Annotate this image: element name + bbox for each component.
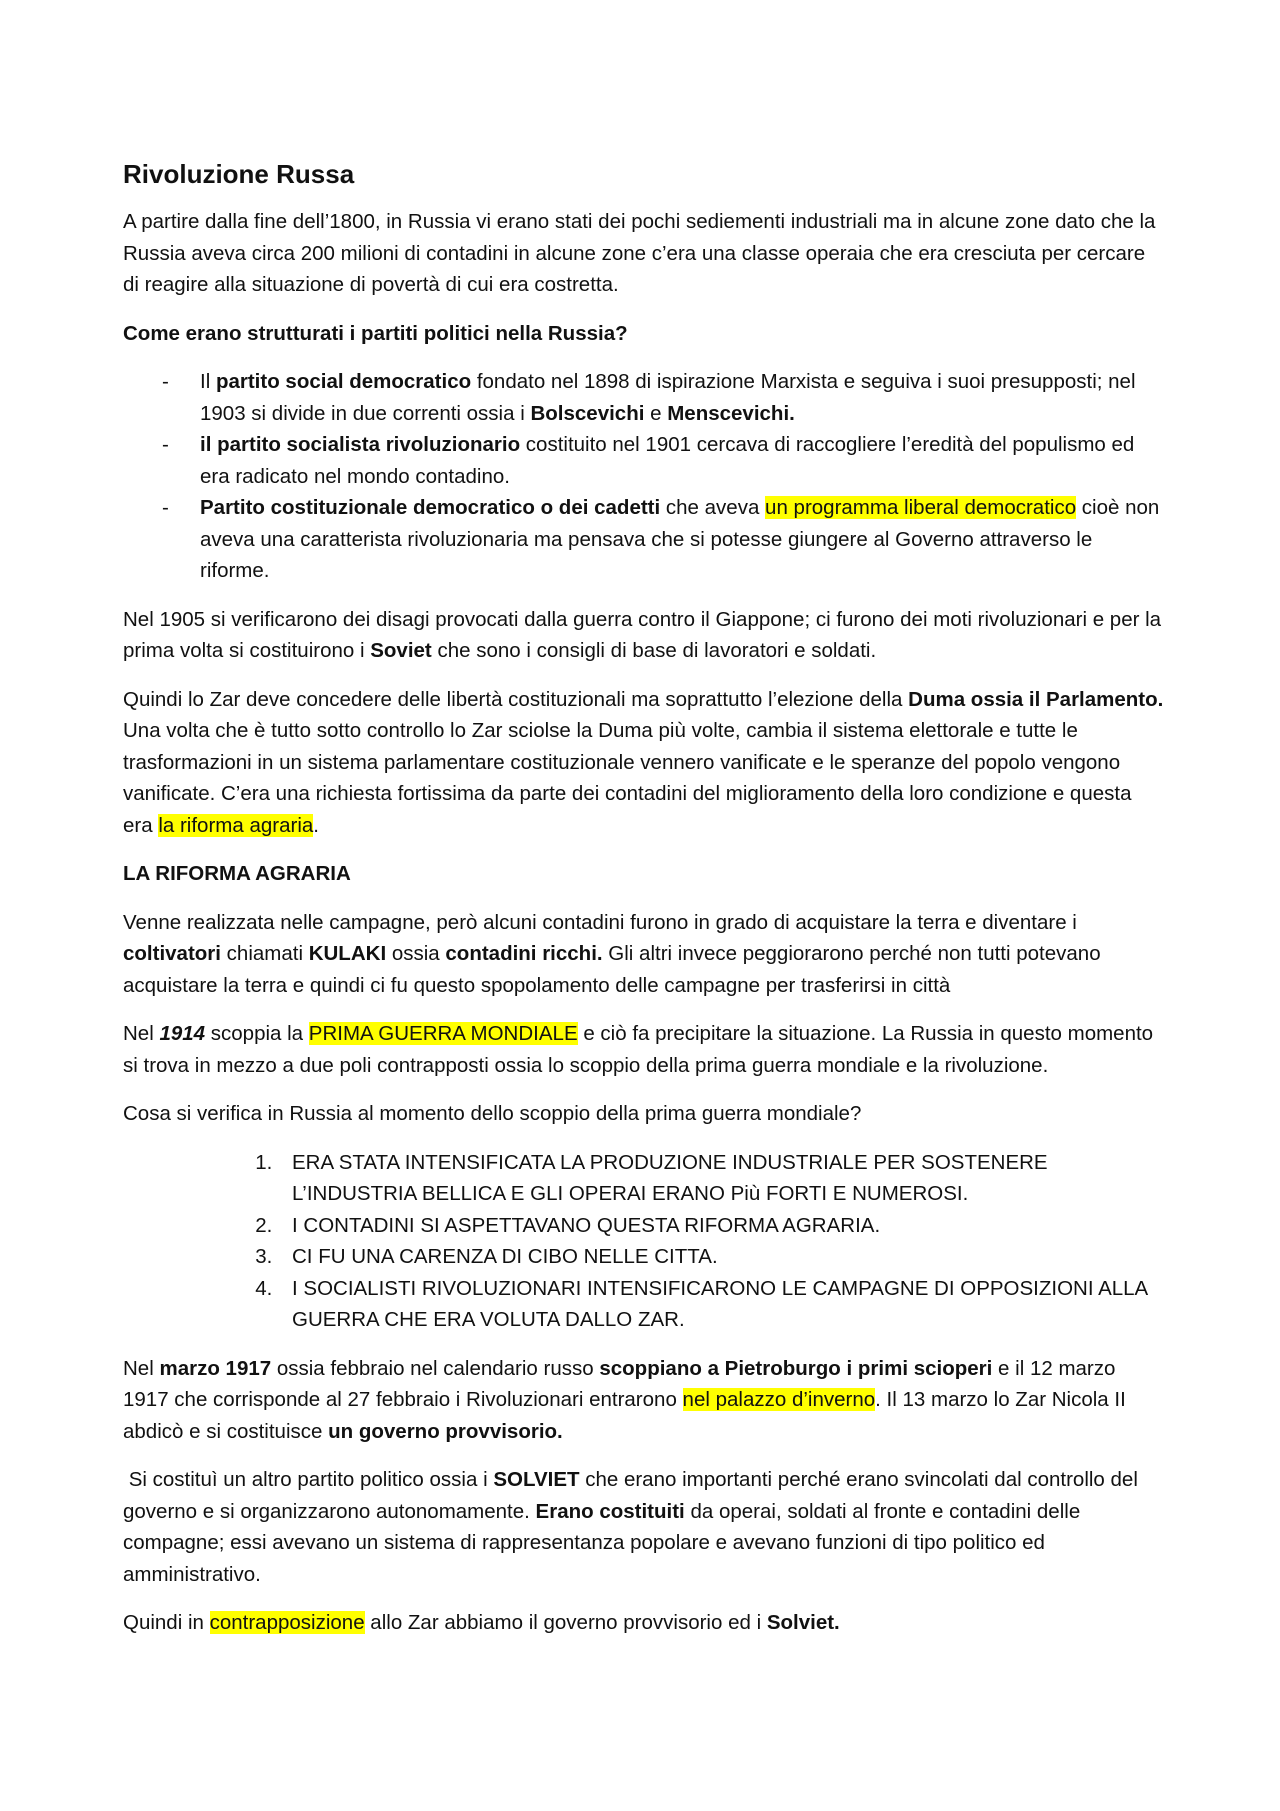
partiti-list — [123, 366, 1165, 587]
paragraph-1914: Nel 1914 scoppia la PRIMA GUERRA MONDIALE e ciò fa precipitare la situazione. La Russia in questo momento si trova in mezzo a due poli contrapposti ossia lo scoppio della prima guerra mondiale e la rivoluzione. — [123, 1022, 1154, 1077]
intro-paragraph: A partire dalla fine dell’1800, in Russia vi erano stati dei pochi sediementi industriali ma in alcune zone dato che la Russia aveva circa 200 milioni di contadini in alcune zone c’era una classe operaia che era cresciuta per cercare di reagire alla situazione di povertà di cui era costretta. — [123, 210, 1156, 296]
numbered-list — [123, 1147, 1165, 1336]
paragraph-finale: Quindi in contrapposizione allo Zar abbiamo il governo provvisorio ed i Solviet. — [123, 1611, 840, 1634]
list-item: 2. I CONTADINI SI ASPETTAVANO QUESTA RIFORMA AGRARIA. — [278, 1210, 1165, 1242]
riforma-heading: LA RIFORMA AGRARIA — [123, 862, 351, 885]
list-item: 1. ERA STATA INTENSIFICATA LA PRODUZIONE INDUSTRIALE PER SOSTENERE L’INDUSTRIA BELLICA E GLI OPERAI ERANO Più FORTI E NUMEROSI. — [278, 1147, 1165, 1210]
list-item: - Partito costituzionale democratico o dei cadetti che aveva un programma liberal democratico cioè non aveva una caratterista rivoluzionaria ma pensava che si potesse giungere al Governo attraverso le riforme. — [200, 492, 1165, 587]
paragraph-1917: Nel marzo 1917 ossia febbraio nel calendario russo scoppiano a Pietroburgo i primi scioperi e il 12 marzo 1917 che corrisponde al 27 febbraio i Rivoluzionari entrarono nel palazzo d’inverno. Il 13 marzo lo Zar Nicola II abdicò e si costituisce un governo provvisorio. — [123, 1356, 1126, 1443]
list-item: - il partito socialista rivoluzionario costituito nel 1901 cercava di raccogliere l’eredità del populismo ed era radicato nel mondo contadino. — [200, 429, 1165, 492]
highlight: un programma liberal democratico — [765, 496, 1077, 519]
paragraph-riforma: Venne realizzata nelle campagne, però alcuni contadini furono in grado di acquistare la terra e diventare i coltivatori chiamati KULAKI ossia contadini ricchi. Gli altri invece peggiorarono perché non tutti potevano acquistare la terra e quindi ci fu questo spopolamento delle campagne per trasferirsi in città — [123, 910, 1101, 997]
list-item: 4. I SOCIALISTI RIVOLUZIONARI INTENSIFICARONO LE CAMPAGNE DI OPPOSIZIONI ALLA GUERRA CHE ERA VOLUTA DALLO ZAR. — [278, 1273, 1165, 1336]
highlight: nel palazzo d’inverno — [682, 1388, 876, 1411]
highlight: la riforma agraria — [158, 813, 314, 837]
paragraph-duma: Quindi lo Zar deve concedere delle libertà costituzionali ma soprattutto l’elezione della Duma ossia il Parlamento. Una volta che è tutto sotto controllo lo Zar sciolse la Duma più volte, cambia il sistema elettorale e tutte le trasformazioni in un sistema parlamentare costituzionale vennero vanificate e le speranze del popolo vengono vanificate. C’era una richiesta fortissima da parte dei contadini del miglioramento della loro condizione e questa era la riforma agraria. — [123, 687, 1164, 837]
page-title: Rivoluzione Russa — [123, 159, 355, 189]
list-item: 3. CI FU UNA CARENZA DI CIBO NELLE CITTA. — [278, 1241, 1165, 1273]
highlight: PRIMA GUERRA MONDIALE — [308, 1022, 578, 1045]
paragraph-1905: Nel 1905 si verificarono dei disagi provocati dalla guerra contro il Giappone; ci furono dei moti rivoluzionari e per la prima volta si costituirono i Soviet che sono i consigli di base di lavoratori e soldati. — [123, 607, 1162, 662]
highlight: contrapposizione — [209, 1611, 365, 1634]
guerra-question: Cosa si verifica in Russia al momento dello scoppio della prima guerra mondiale? — [123, 1102, 862, 1125]
paragraph-solviet: Si costituì un altro partito politico ossia i SOLVIET che erano importanti perché erano svincolati dal controllo del governo e si organizzarono autonomamente. Erano costituiti da operai, soldati al fronte e contadini delle compagne; essi avevano un sistema di rappresentanza popolare e avevano funzioni di tipo politico ed amministrativo. — [123, 1468, 1138, 1586]
partiti-question: Come erano strutturati i partiti politici nella Russia? — [123, 321, 628, 345]
list-item: - Il partito social democratico fondato nel 1898 di ispirazione Marxista e seguiva i suoi presupposti; nel 1903 si divide in due correnti ossia i Bolscevichi e Menscevichi. — [200, 366, 1165, 429]
